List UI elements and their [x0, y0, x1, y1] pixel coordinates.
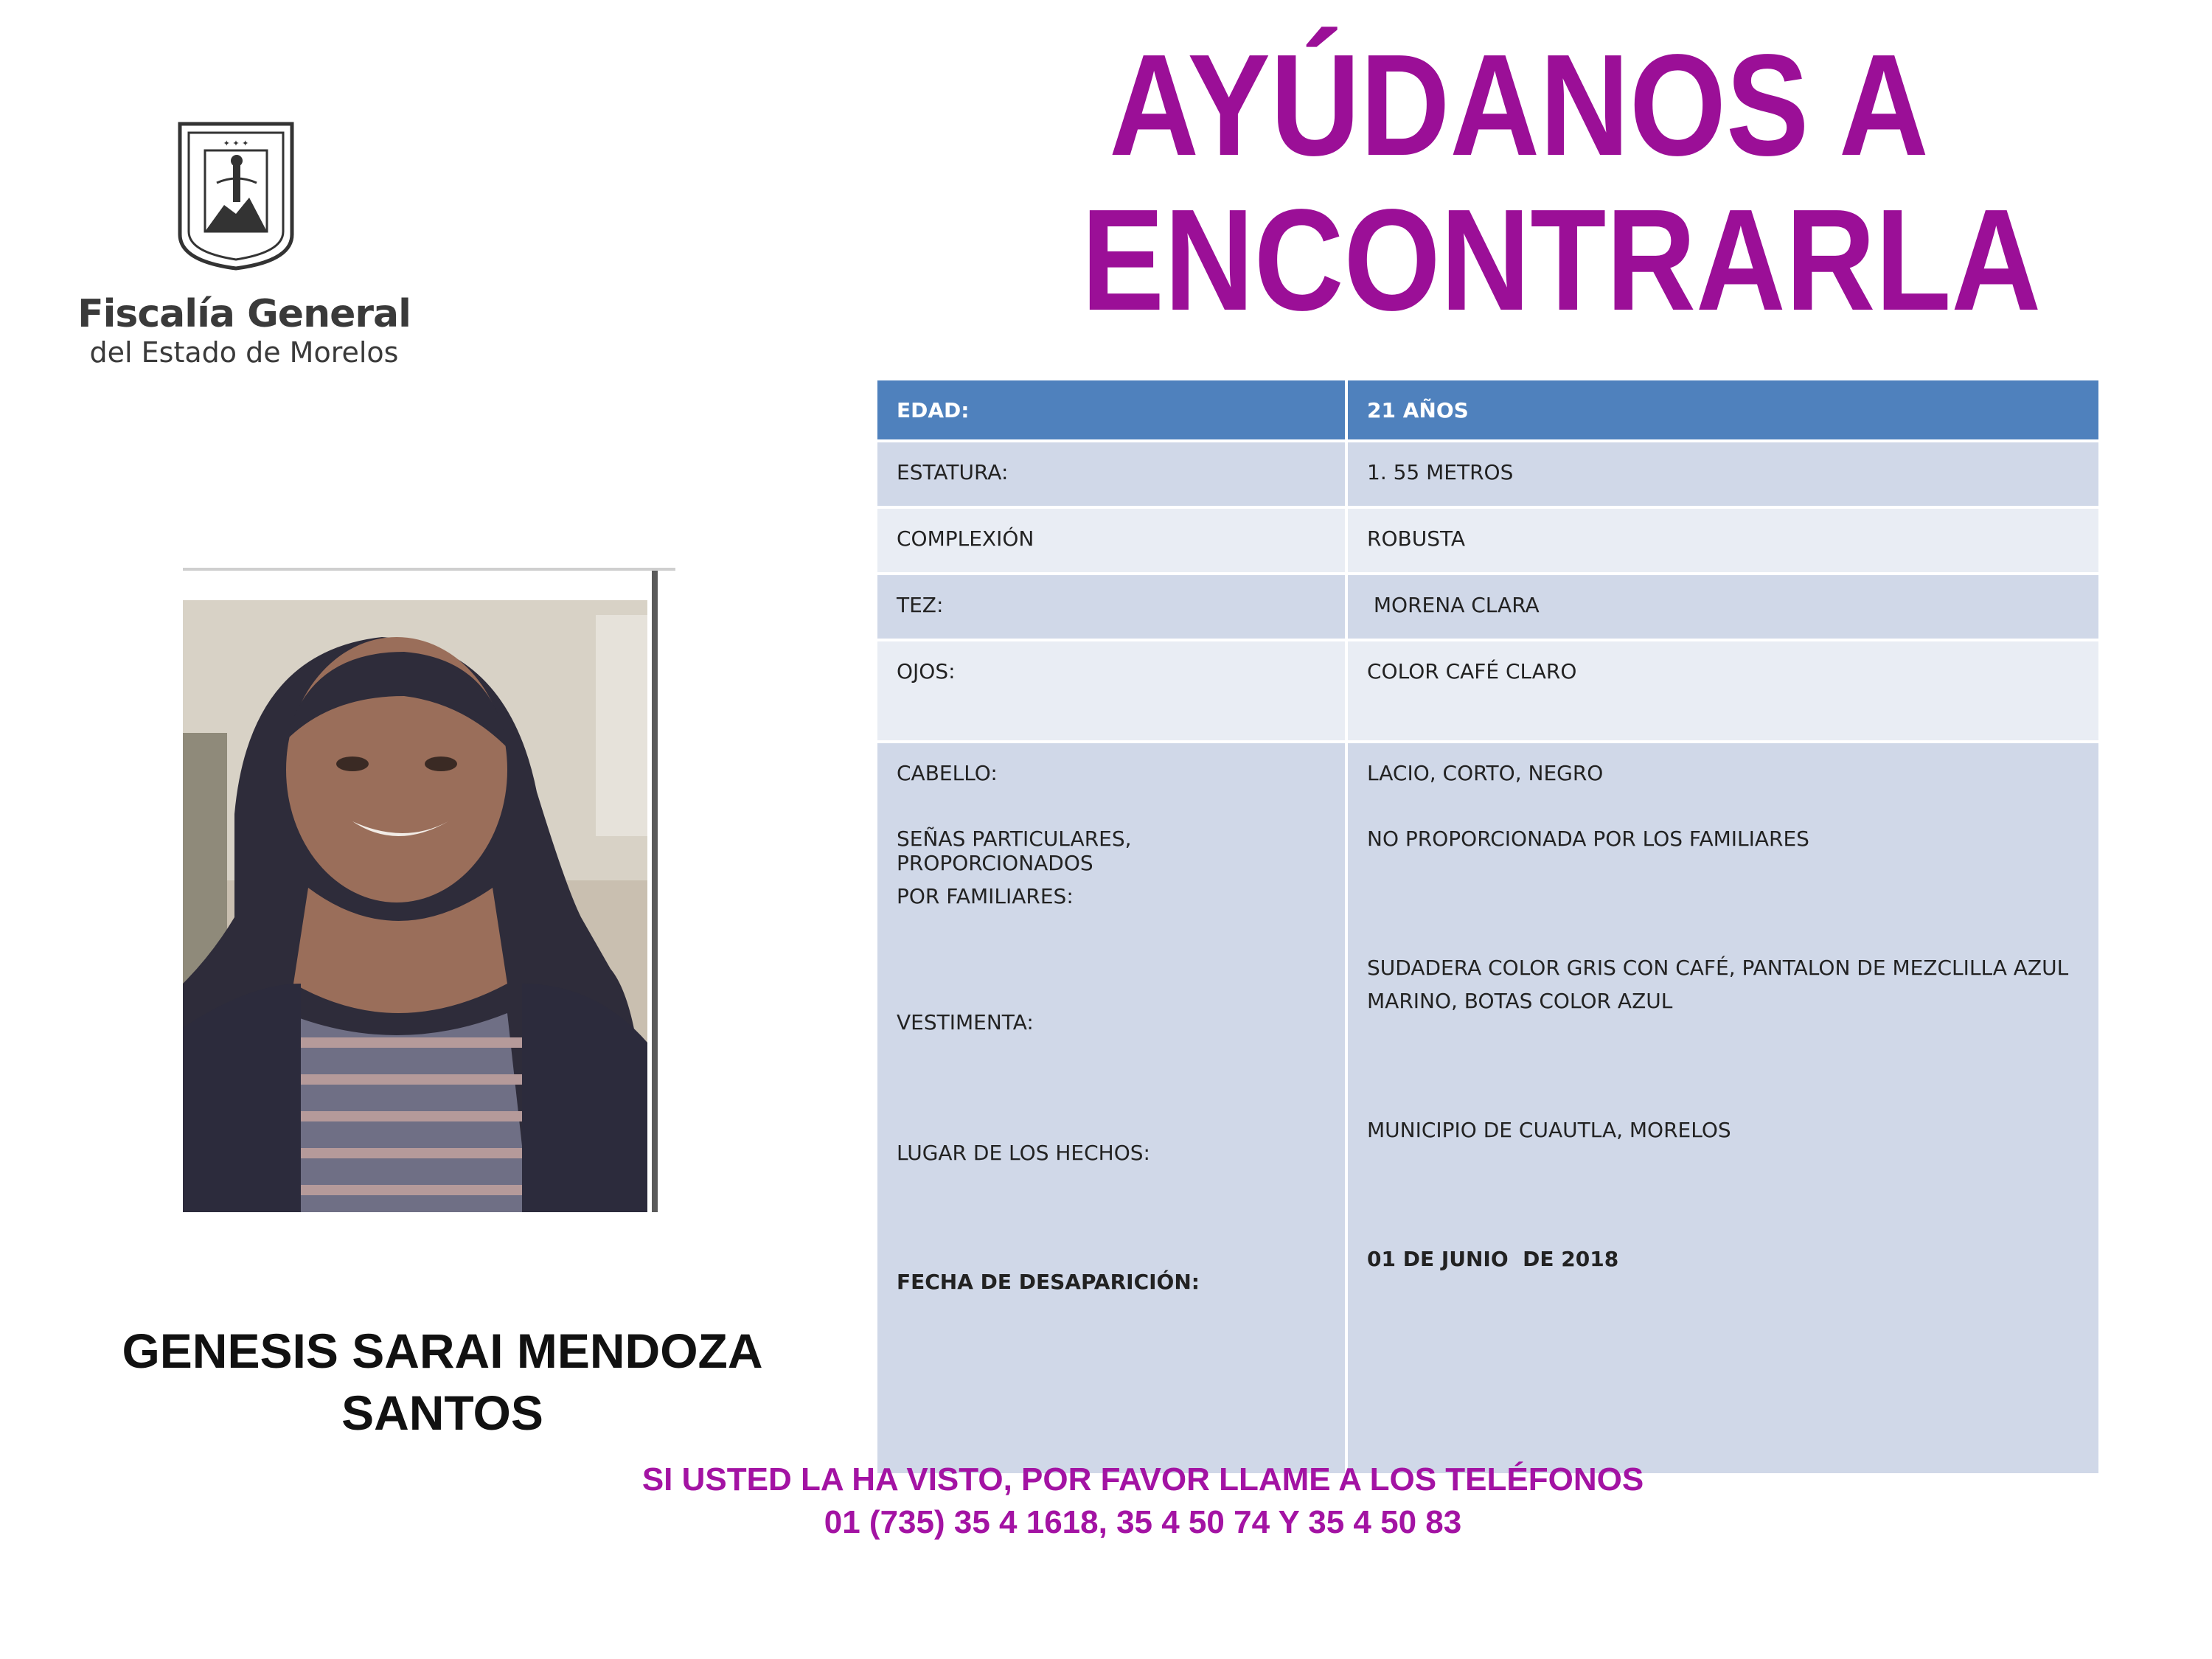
row-value: 1. 55 METROS — [1346, 441, 2100, 507]
table-row — [876, 507, 2100, 574]
vestimenta-value-line-2: MARINO, BOTAS COLOR AZUL — [1367, 989, 1673, 1013]
cabello-value: LACIO, CORTO, NEGRO — [1367, 761, 1604, 785]
vestimenta-label: VESTIMENTA: — [897, 1010, 1034, 1034]
row-label: TEZ: — [876, 574, 1346, 640]
table-row — [876, 574, 2100, 640]
description-table — [874, 378, 2101, 1476]
organization-name: Fiscalía General — [77, 292, 411, 336]
details-labels — [876, 742, 1346, 1475]
table-row — [876, 379, 2100, 441]
cabello-label: CABELLO: — [897, 761, 998, 785]
footer-line-1: SI USTED LA HA VISTO, POR FAVOR LLAME A LOS TELÉFONOS — [641, 1461, 1644, 1498]
senas-label-line-1: SEÑAS PARTICULARES, PROPORCIONADOS — [897, 827, 1132, 875]
details-values — [1346, 742, 2100, 1475]
missing-person-name — [88, 1320, 796, 1444]
senas-value: NO PROPORCIONADA POR LOS FAMILIARES — [1367, 827, 1809, 851]
svg-text:✦ ✦ ✦: ✦ ✦ ✦ — [223, 139, 249, 148]
row-label: ESTATURA: — [876, 441, 1346, 507]
footer-phone-numbers: 01 (735) 35 4 1618, 35 4 50 74 Y 35 4 50 83 — [824, 1504, 1462, 1540]
name-line-2: SANTOS — [341, 1385, 543, 1440]
fecha-label: FECHA DE DESAPARICIÓN: — [897, 1270, 1200, 1294]
missing-person-photo — [183, 568, 675, 1212]
contact-footer — [442, 1458, 1843, 1544]
organization-subtitle: del Estado de Morelos — [89, 336, 399, 369]
name-line-1: GENESIS SARAI MENDOZA — [122, 1324, 763, 1378]
lugar-label: LUGAR DE LOS HECHOS: — [897, 1141, 1150, 1165]
headline — [1081, 24, 2042, 341]
row-label: EDAD: — [876, 379, 1346, 441]
table-row — [876, 441, 2100, 507]
row-label: OJOS: — [876, 640, 1346, 742]
table-row — [876, 640, 2100, 742]
row-value: 21 AÑOS — [1346, 379, 2100, 441]
vestimenta-value-line-1: SUDADERA COLOR GRIS CON CAFÉ, PANTALON DE MEZCLILLA AZUL — [1367, 956, 2069, 980]
lugar-value: MUNICIPIO DE CUAUTLA, MORELOS — [1367, 1118, 1731, 1142]
headline-line-1: AYÚDANOS A — [1109, 24, 1929, 186]
morelos-state-seal-icon — [173, 116, 299, 273]
fiscalia-logo — [71, 111, 417, 383]
table-row — [876, 742, 2100, 1475]
row-value: MORENA CLARA — [1346, 574, 2100, 640]
headline-line-2: ENCONTRARLA — [1081, 179, 2042, 341]
row-value: COLOR CAFÉ CLARO — [1346, 640, 2100, 742]
row-label: COMPLEXIÓN — [876, 507, 1346, 574]
row-value: ROBUSTA — [1346, 507, 2100, 574]
senas-label-line-2: POR FAMILIARES: — [897, 884, 1074, 908]
fecha-value: 01 DE JUNIO DE 2018 — [1367, 1247, 1619, 1271]
